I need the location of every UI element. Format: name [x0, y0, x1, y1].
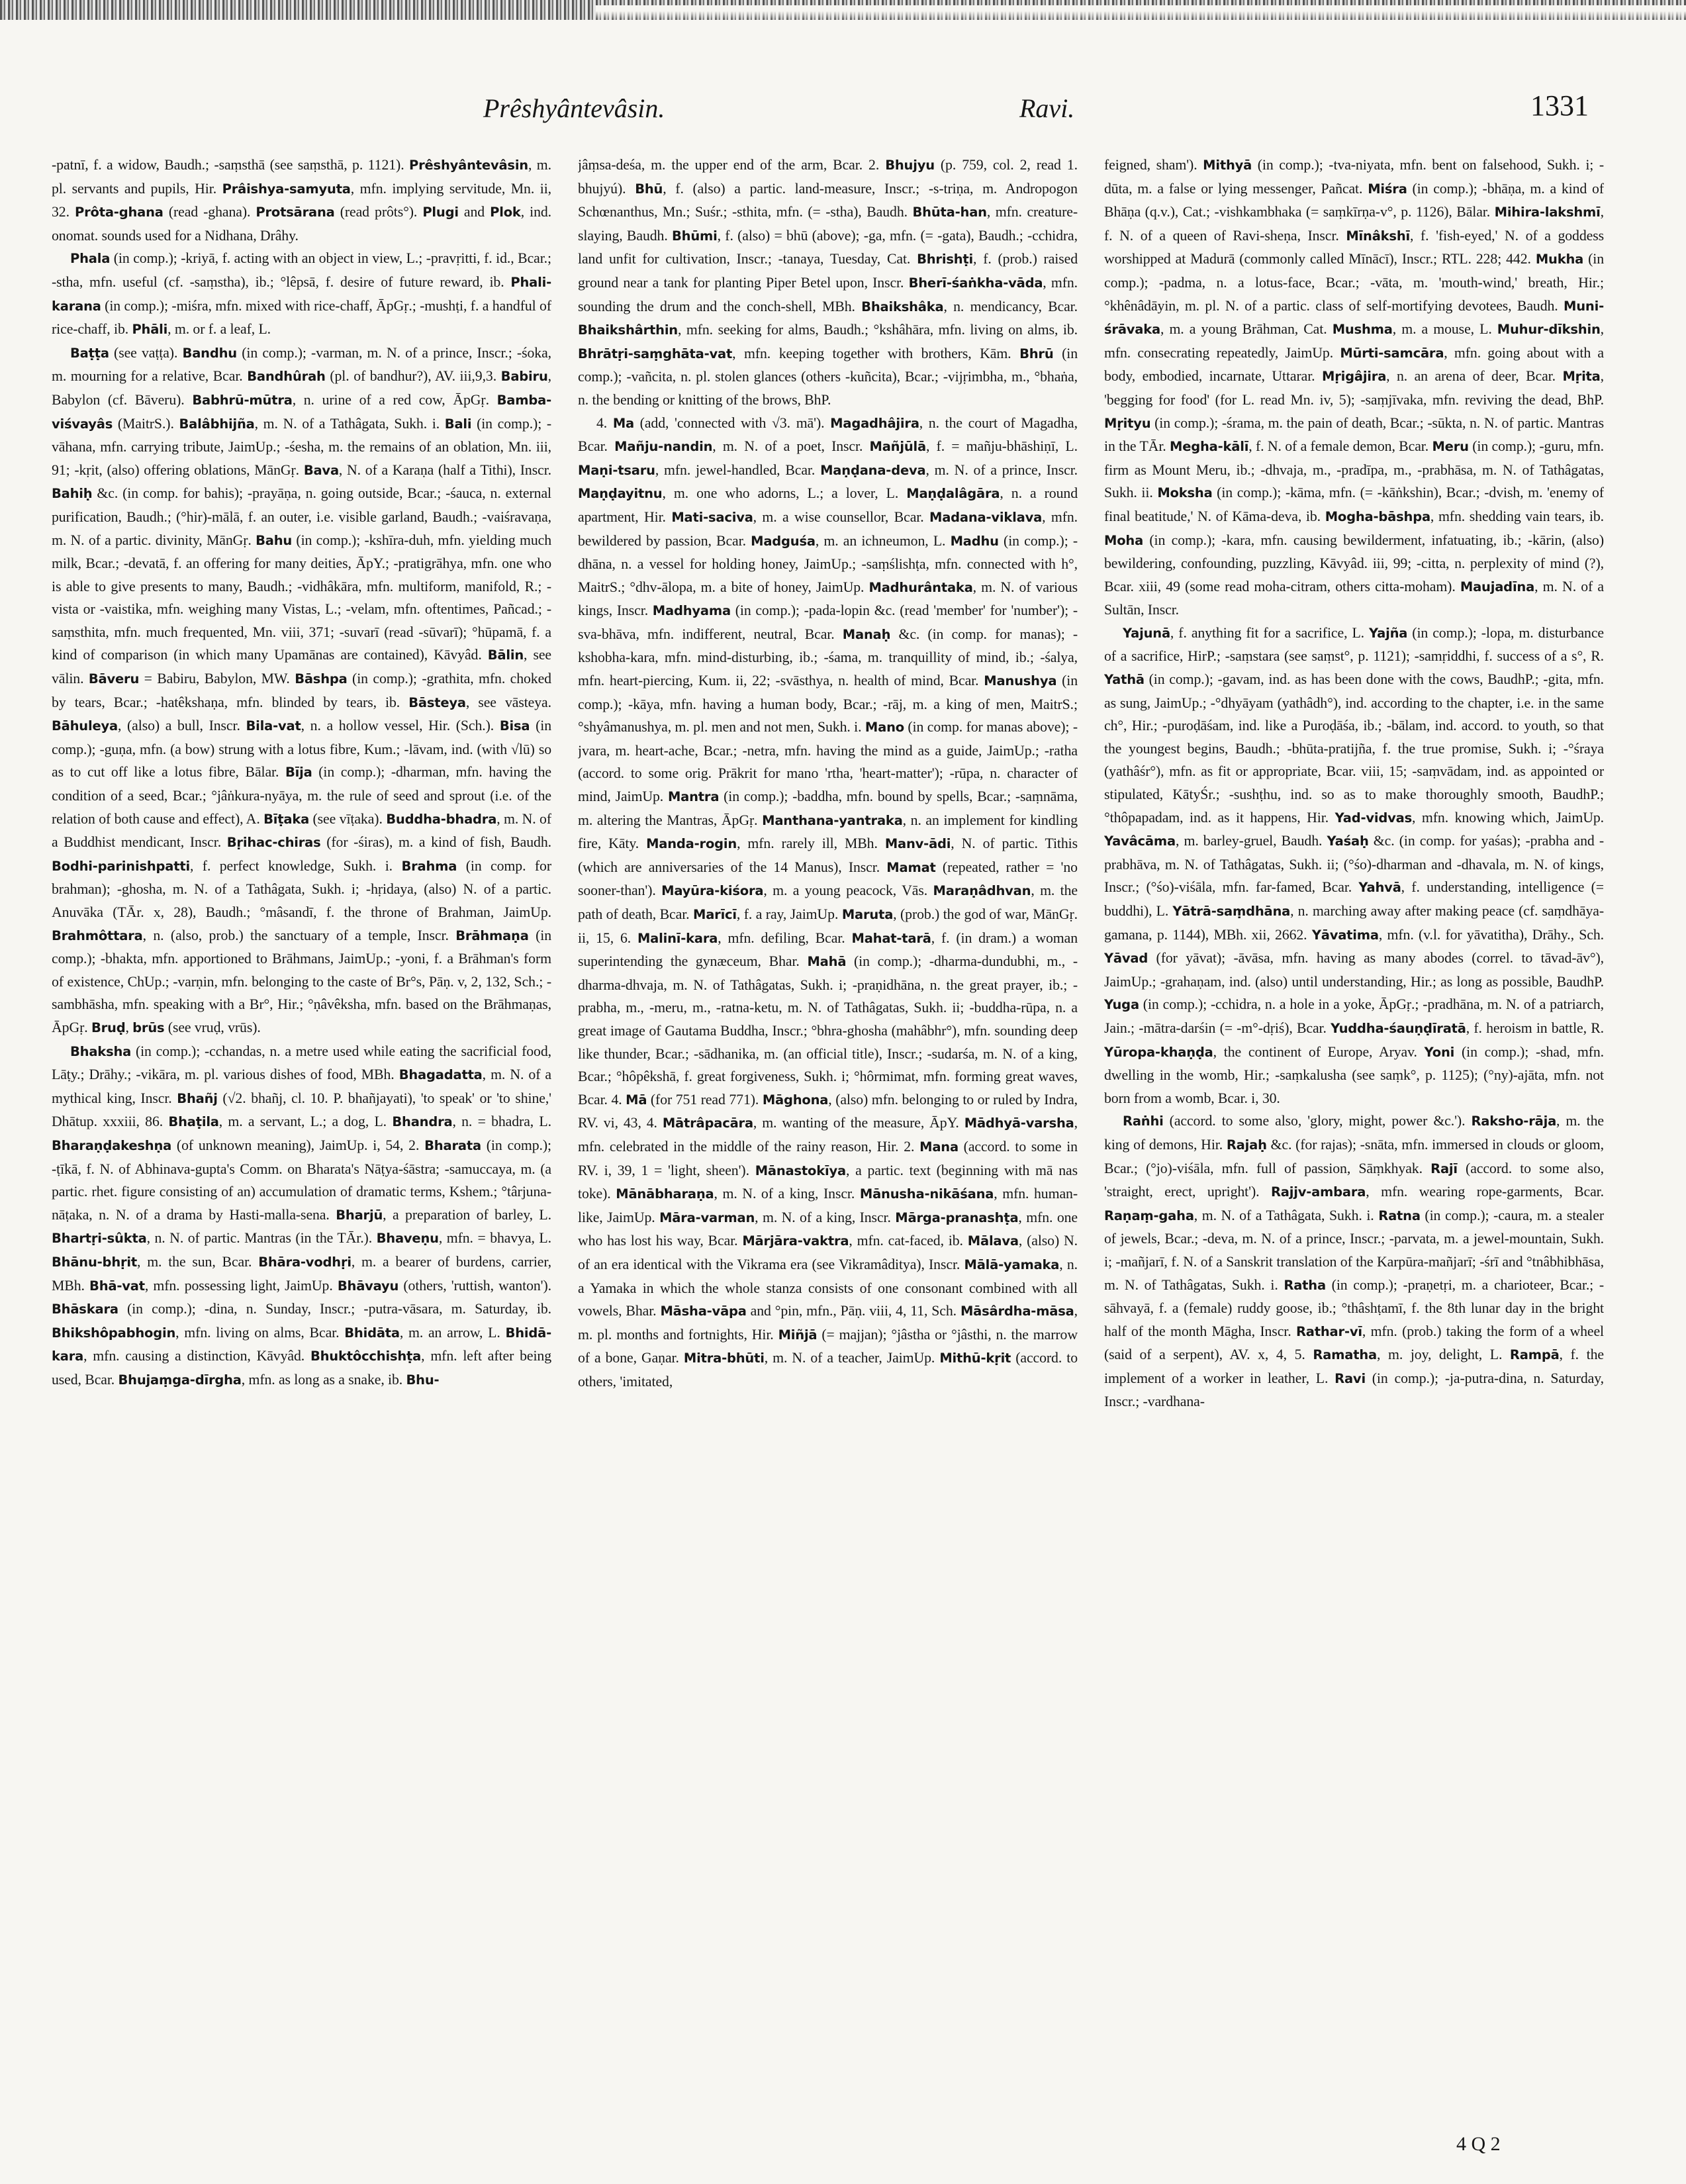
headword: Bhañj: [177, 1090, 218, 1106]
headword: Manaḥ: [842, 626, 891, 642]
headword: Bali: [444, 416, 472, 432]
headword: Yuddha-śauṇḍīratā: [1331, 1020, 1466, 1036]
headword: Prâishya-samyuta: [222, 181, 351, 197]
headword: Mā: [626, 1092, 647, 1108]
headword: Brahmôttara: [52, 927, 143, 943]
headword: Bhūta-han: [912, 205, 987, 220]
headword: Bhartṛi-sûkta: [52, 1231, 147, 1247]
headword: Maujadīna: [1460, 579, 1535, 594]
headword: Bahiḥ: [52, 486, 93, 502]
headword: Bharaṇḍakeshṇa: [52, 1137, 172, 1153]
headword: Bhujyu: [885, 158, 935, 173]
headword: Bhidāta: [344, 1325, 400, 1341]
headword: Meru: [1432, 439, 1469, 455]
headword: Phali-karana: [52, 274, 551, 314]
headword: Bhaikshârthin: [578, 322, 678, 338]
headword: brūs: [132, 1020, 165, 1035]
headword: Māra-varman: [659, 1210, 755, 1225]
headword: Madhyama: [652, 603, 731, 619]
headword: Baṭṭa: [70, 345, 109, 361]
headword: Raṅhi: [1123, 1114, 1164, 1129]
headword: Rajjv-ambara: [1270, 1184, 1366, 1200]
headword: Mihira-lakshmī: [1494, 205, 1601, 220]
headword: Mūrti-samcāra: [1340, 345, 1444, 361]
headword: Yāvatima: [1311, 927, 1379, 943]
headword: Mṛigâjira: [1322, 369, 1387, 385]
headword: Rajaḥ: [1226, 1137, 1267, 1153]
headword: Mithū-kṛit: [939, 1351, 1011, 1366]
headword: Plugi: [422, 205, 459, 220]
dictionary-paragraph: Bhaksha (in comp.); -cchandas, n. a metre used while eating the sacrificial food, Lāṭy.; Drāhy.; -vikāra, m. pl. various dishes of food, MBh. Bhagadatta, m. N. of a mythical king, Inscr. Bhañj (√2. bhañj, cl. 10. P. bhañjayati), 'to speak' or 'to shine,' Dhātup. xxxiii, 86. Bhaṭila, m. a servant, L.; a dog, L. Bhandra, n. = bhadra, L. Bharaṇḍakeshṇa (of unknown meaning), JaimUp. i, 54, 2. Bharata (in comp.); -ṭīkā, f. N. of Abhinava-gupta's Comm. on Bharata's Nāṭya-śāstra; -samuccaya, m. (a partic. rhet. figure consisting of an) accumulation of dramatic terms, Kshem.; °târjuna-nāṭaka, n. N. of a drama by Hasti-malla-sena. Bharjū, a preparation of barley, L. Bhartṛi-sûkta, n. N. of partic. Mantras (in the TĀr.). Bhaveṇu, mfn. = bhavya, L. Bhānu-bhṛit, m. the sun, Bcar. Bhāra-vodhṛi, m. a bearer of burdens, carrier, MBh. Bhā-vat, mfn. possessing light, JaimUp. Bhāvayu (others, 'ruttish, wanton'). Bhāskara (in comp.); -dina, n. Sunday, Inscr.; -putra-vāsara, m. Saturday, ib. Bhikshôpabhogin, mfn. living on alms, Bcar. Bhidāta, m. an arrow, L. Bhidā-kara, mfn. causing a distinction, Kāvyâd. Bhuktôcchishṭa, mfn. left after being used, Bcar. Bhujaṃga-dīrgha, mfn. as long as a snake, ib. Bhu-: [52, 1043, 551, 1388]
scan-edge-decoration: [0, 0, 1686, 20]
headword: Miñjā: [778, 1327, 818, 1343]
headword: Bhānu-bhṛit: [52, 1254, 138, 1270]
headword: Bhaikshâka: [861, 299, 944, 314]
headword: Moksha: [1157, 485, 1213, 501]
headword: Yad-vidvas: [1335, 810, 1412, 826]
headword: Bhaveṇu: [376, 1231, 439, 1247]
page-number: 1331: [1530, 89, 1589, 122]
dictionary-paragraph: Phala (in comp.); -kriyā, f. acting with an object in view, L.; -pravṛitti, f. id., Bcar.; -stha, mfn. useful (cf. -saṃstha), ib.; °lêpsā, f. desire of future reward, ib. Phali-karana (in comp.); -miśra, mfn. mixed with rice-chaff, ĀpGṛ.; -mushṭi, f. a handful of rice-chaff, ib. Phāli, m. or f. a leaf, L.: [52, 250, 551, 338]
headword: Bhujaṃga-dīrgha: [118, 1372, 242, 1388]
dictionary-paragraph: feigned, sham'). Mithyā (in comp.); -tva-niyata, mfn. bent on falsehood, Sukh. i; -dūta, m. a false or lying messenger, Pañcat. Miśra (in comp.); -bhāṇa, m. a kind of Bhāṇa (q.v.), Cat.; -vishkambhaka (= saṃkīrṇa-v°, p. 1126), Bālar. Mihira-lakshmī, f. N. of a queen of Ravi-sheṇa, Inscr. Mīnâkshī, f. 'fish-eyed,' N. of a goddess worshipped at Madurā (commonly called Mīnācī), Inscr.; RTL. 228; 442. Mukha (in comp.); -padma, n. a lotus-face, Bcar.; -vāta, m. 'mouth-wind,' breath, Hir.; °khênâdāyin, m. pl. N. of a partic. class of self-mortifying devotees, Baudh. Muni-śrāvaka, m. a young Brāhman, Cat. Mushma, m. a mouse, L. Muhur-dīkshin, mfn. consecrating repeatedly, JaimUp. Mūrti-samcāra, mfn. going about with a body, embodied, incarnate, Uttarar. Mṛigâjira, n. an arena of deer, Bcar. Mṛita, 'begging for food' (for L. read Mn. iv, 5); -saṃjīvaka, mfn. reviving the dead, BhP. Mṛityu (in comp.); -śrama, m. the pain of death, Bcar.; -sūkta, n. N. of partic. Mantras in the TĀr. Megha-kālī, f. N. of a female demon, Bcar. Meru (in comp.); -guru, mfn. firm as Mount Meru, ib.; -dhvaja, m., -pradīpa, m., -prabhāsa, m. N. of Tathâgatas, Sukh. ii. Moksha (in comp.); -kāma, mfn. (= -kāṅkshin), Bcar.; -dvish, m. 'enemy of final beatitude,' N. of Kāma-deva, ib. Mogha-bāshpa, mfn. shedding vain tears, ib. Moha (in comp.); -kara, mfn. causing bewilderment, infatuating, ib.; -kārin, (also) bewildering, confounding, puzzling, Kāvyâd. iii, 99; -citta, n. perplexity of mind (?), Bcar. xiii, 49 (some read moha-citram, others citta-moham). Maujadīna, m. N. of a Sultān, Inscr.: [1104, 157, 1604, 618]
headword: Muhur-dīkshin: [1497, 322, 1601, 338]
headword: Bhū: [635, 181, 663, 197]
headword: Bṛihac-chiras: [226, 835, 321, 851]
headword: Magadhâjira: [830, 415, 919, 431]
headword: Mukha: [1535, 252, 1584, 267]
headword: Mano: [865, 720, 904, 736]
headword: Yajunā: [1123, 625, 1170, 641]
headword: Mānastokīya: [755, 1163, 846, 1178]
headword: Madguśa: [751, 533, 816, 549]
dictionary-paragraph: jâṃsa-deśa, m. the upper end of the arm, Bcar. 2. Bhujyu (p. 759, col. 2, read 1. bhujyú). Bhū, f. (also) a partic. land-measure, Inscr.; -s-triṇa, m. Andropogon Schœnanthus, Mn.; Suśr.; -sthita, mfn. (= -stha), Baudh. Bhūta-han, mfn. creature-slaying, Baudh. Bhūmi, f. (also) = bhū (above); -ga, mfn. (= -gata), Baudh.; -cchidra, land unfit for cultivation, Inscr.; -tanaya, Tuesday, Cat. Bhrishṭi, f. (prob.) raised ground near a tank for planting Piper Betel upon, Inscr. Bherī-śaṅkha-vāda, mfn. sounding the drum and the conch-shell, MBh. Bhaikshâka, n. mendicancy, Bcar. Bhaikshârthin, mfn. seeking for alms, Baudh.; °kshâhāra, mfn. living on alms, ib. Bhrātṛi-saṃghāta-vat, mfn. keeping together with brothers, Kām. Bhrū (in comp.); -vañcita, n. pl. stolen glances (others -kuñcita), Bcar.; -vijṛimbha, m., °bhaṅa, n. the bending or knitting of the brows, BhP.: [578, 157, 1078, 408]
headword: Ratna: [1378, 1208, 1421, 1223]
headword: Brahma: [401, 858, 457, 874]
headword: Mushma: [1332, 322, 1393, 338]
headword: Prêshyântevâsin: [409, 158, 528, 173]
headword: Mana: [919, 1139, 959, 1155]
headword: Bāveru: [88, 671, 140, 687]
headword: Maṇḍana-deva: [820, 462, 926, 478]
headword: Māsha-vāpa: [660, 1304, 747, 1319]
headword: Mayūra-kiśora: [661, 883, 764, 899]
headword: Mṛityu: [1104, 415, 1151, 431]
headword: Bharjū: [336, 1207, 383, 1223]
headword: Mitra-bhūti: [683, 1351, 765, 1366]
headword: Madhurântaka: [868, 579, 973, 595]
headword: Mādhyā-varsha: [964, 1116, 1074, 1131]
headword: Rajī: [1430, 1161, 1458, 1176]
headword: Mati-saciva: [671, 509, 753, 525]
headword: Bhu-: [406, 1372, 440, 1388]
headword: Maṇi-tsaru: [578, 462, 655, 478]
headword: Bhā-vat: [89, 1278, 145, 1294]
headword: Ravi: [1335, 1370, 1366, 1386]
column-1: [52, 154, 551, 2133]
headword: Buddha-bhadra: [386, 811, 497, 827]
headword: Mārga-pranashṭa: [895, 1210, 1019, 1225]
headword: Bāsteya: [408, 694, 466, 710]
headword: Yūropa-khaṇḍa: [1104, 1044, 1213, 1060]
headword: Manushya: [984, 673, 1057, 689]
headword: Bharata: [424, 1137, 481, 1153]
headword: Mithyā: [1203, 158, 1252, 173]
headword: Bhūmi: [672, 228, 718, 244]
headword: Mīnâkshī: [1346, 228, 1410, 244]
headword: Yāvad: [1104, 951, 1148, 967]
dictionary-paragraph: -patnī, f. a widow, Baudh.; -saṃsthā (see saṃsthā, p. 1121). Prêshyântevâsin, m. pl. servants and pupils, Hir. Prâishya-samyuta, mfn. implying servitude, Mn. ii, 32. Prôta-ghana (read -ghana). Protsārana (read prôts°). Plugi and Plok, ind. onomat. sounds used for a Nidhana, Drâhy.: [52, 157, 551, 244]
dictionary-paragraph: 4. Ma (add, 'connected with √3. mā'). Magadhâjira, n. the court of Magadha, Bcar. Mañju-nandin, m. N. of a poet, Inscr. Mañjūlā, f. = mañju-bhāshiṇī, L. Maṇi-tsaru, mfn. jewel-handled, Bcar. Maṇḍana-deva, m. N. of a prince, Inscr. Maṇḍayitnu, m. one who adorns, L.; a lover, L. Maṇḍalâgāra, n. a round apartment, Hir. Mati-saciva, m. a wise counsellor, Bcar. Madana-viklava, mfn. bewildered by passion, Bcar. Madguśa, m. an ichneumon, L. Madhu (in comp.); -dhāna, n. a vessel for holding honey, JaimUp.; -saṃślishṭa, mfn. connected with h°, MaitrS.; °dhv-ālopa, m. a bite of honey, JaimUp. Madhurântaka, m. N. of various kings, Inscr. Madhyama (in comp.); -pada-lopin &c. (read 'member' for 'number'); -sva-bhāva, mfn. indifferent, neutral, Bcar. Manaḥ &c. (in comp. for manas); -kshobha-kara, mfn. mind-disturbing, ib.; -śama, m. tranquillity of mind, ib.; -śalya, mfn. heart-piercing, Kum. ii, 22; -svāsthya, n. health of mind, Bcar. Manushya (in comp.); -kāya, mfn. having a human body, Bcar.; -rāj, m. a king of men, MaitrS.; °shyâmanushya, m. pl. men and not men, Sukh. i. Mano (in comp. for manas above); -jvara, m. heart-ache, Bcar.; -netra, mfn. having the mind as a guide, JaimUp.; -ratha (accord. to some orig. Prākrit for mano 'rtha, 'heart-matter'); -rūpa, n. character of mind, JaimUp. Mantra (in comp.); -baddha, mfn. bound by spells, Bcar.; -saṃnāma, m. altering the Mantras, ĀpGṛ. Manthana-yantraka, n. an implement for kindling fire, Kāty. Manda-rogin, mfn. rarely ill, MBh. Manv-ādi, N. of partic. Tithis (which are anniversaries of the 14 Manus), Inscr. Mamat (repeated, rather = 'no sooner-than'). Mayūra-kiśora, m. a young peacock, Vās. Maraṇâdhvan, m. the path of death, Bcar. Marīcī, f. a ray, JaimUp. Maruta, (prob.) the god of war, MānGṛ. ii, 15, 6. Malinī-kara, mfn. defiling, Bcar. Mahat-tarā, f. (in dram.) a woman superintending the gynæceum, Bhar. Mahā (in comp.); -dharma-dundubhi, m., -dharma-dhvaja, m. N. of Tathâgatas, Sukh. i; -praṇidhāna, n. the great prayer, ib.; -prabha, m., -meru, m., -ratna-ketu, m. N. of Tathâgatas, Sukh. ii; -buddha-rūpa, n. a great image of Gautama Buddha, Inscr.; °bhra-ghosha (mahâbhr°), mfn. sounding deep like thunder, Bcar.; -sādhanika, m. (an official title), Inscr.; -sudarśa, m. N. of a king, Bcar.; °hôpêkshā, f. great forgiveness, Sukh. i; °hôrmimat, mfn. forming great waves, Bcar. 4. Mā (for 751 read 771). Māghona, (also) mfn. belonging to or ruled by Indra, RV. vi, 43, 4. Mātrâpacāra, m. wanting of the measure, ĀpY. Mādhyā-varsha, mfn. celebrated in the middle of the rainy reason, Hir. 2. Mana (accord. to some in RV. i, 39, 1 = 'light, sheen'). Mānastokīya, a partic. text (beginning with mā nas toke). Mānābharaṇa, m. N. of a king, Inscr. Mānusha-nikāśana, mfn. human-like, JaimUp. Māra-varman, m. N. of a king, Inscr. Mārga-pranashṭa, mfn. one who has lost his way, Bcar. Mārjāra-vaktra, mfn. cat-faced, ib. Mālava, (also) N. of an era identical with the Vikrama era (see Vikramâditya), Inscr. Mālā-yamaka, n. a Yamaka in which the whole stanza consists of one consonant combined with all vowels, Bhar. Māsha-vāpa and °pin, mfn., Pāṇ. viii, 4, 11, Sch. Māsârdha-māsa, m. pl. months and fortnights, Hir. Miñjā (= majjan); °jâstha or °jâsthi, n. the marrow of a bone, Gaṇar. Mitra-bhūti, m. N. of a teacher, JaimUp. Mithū-kṛit (accord. to others, 'imitated,: [578, 414, 1078, 1390]
headword: Maruta: [841, 907, 894, 922]
headword: Prôta-ghana: [75, 205, 164, 220]
column-3: [1104, 154, 1604, 2133]
headword: Rampā: [1509, 1347, 1560, 1363]
headword: Miśra: [1368, 181, 1407, 197]
signature-mark: 4 Q 2: [1456, 2133, 1501, 2155]
headword: Mātrâpacāra: [662, 1116, 753, 1131]
headword: Bālin: [487, 647, 524, 663]
headword: Bāshpa: [295, 671, 348, 687]
headword: Bhaksha: [70, 1043, 132, 1059]
headword: Marīcī: [692, 907, 737, 922]
headword: Phala: [70, 251, 111, 267]
headword: Plok: [490, 205, 521, 220]
headword: Rathar-vī: [1295, 1323, 1362, 1339]
headword: Maraṇâdhvan: [933, 883, 1031, 899]
headword: Yātrā-saṃdhāna: [1172, 904, 1291, 919]
page-header: [53, 89, 1589, 132]
headword: Raksho-rāja: [1471, 1114, 1557, 1129]
headword: Mañjūlā: [869, 439, 926, 455]
column-2: [578, 154, 1078, 2133]
headword: Bhuktôcchishṭa: [310, 1349, 422, 1364]
headword: Moha: [1104, 532, 1144, 548]
headword: Maṇḍalâgāra: [906, 486, 1000, 502]
headword: Yoni: [1424, 1044, 1455, 1060]
headword: Bīja: [285, 765, 312, 781]
headword: Babhrū-mūtra: [192, 392, 293, 408]
headword: Bhrishṭi: [917, 252, 974, 267]
headword: Megha-kālī: [1170, 439, 1249, 455]
headword: Bila-vat: [246, 718, 301, 734]
headword: Maṇḍayitnu: [578, 486, 663, 502]
headword: Mogha-bāshpa: [1325, 508, 1430, 524]
headword: Manda-rogin: [646, 836, 737, 852]
headword: Mārjāra-vaktra: [742, 1233, 849, 1249]
headword: Mṛita: [1562, 369, 1601, 385]
headword: Malinī-kara: [637, 930, 718, 946]
headword: Balâbhijña: [179, 416, 255, 432]
headword: Mañju-nandin: [614, 439, 713, 455]
headword: Manv-ādi: [884, 836, 951, 852]
headword: Yavâcāma: [1104, 833, 1176, 849]
headword: Yuga: [1104, 997, 1139, 1013]
headword: Bamba-viśvayâs: [52, 392, 551, 432]
headword: Bāhuleya: [52, 718, 118, 734]
headword: Bhaṭila: [168, 1114, 219, 1130]
headword: Mānābharaṇa: [616, 1186, 714, 1202]
headword: Yajña: [1369, 625, 1408, 641]
headword: Bīṭaka: [263, 811, 310, 827]
headword: Brāhmaṇa: [455, 927, 529, 943]
headword: Bhidā-kara: [52, 1325, 551, 1364]
headword: Ma: [612, 415, 634, 431]
headword: Yahvā: [1358, 880, 1401, 896]
header-left-guideword: Prêshyântevâsin.: [483, 93, 665, 123]
headword: Bruḍ: [91, 1020, 126, 1035]
headword: Mahā: [807, 954, 847, 970]
headword: Bhāra-vodhṛi: [258, 1254, 351, 1270]
headword: Bhandra: [392, 1114, 453, 1130]
headword: Raṇaṃ-gaha: [1104, 1208, 1194, 1223]
headword: Bherī-śaṅkha-vāda: [908, 275, 1043, 291]
headword: Bisa: [499, 718, 530, 734]
headword: Bava: [303, 462, 339, 478]
header-right-guideword: Ravi.: [1019, 93, 1075, 123]
headword: Yathā: [1104, 672, 1145, 688]
headword: Phāli: [132, 322, 168, 338]
headword: Bodhi-parinishpatti: [52, 858, 190, 874]
headword: Bhāvayu: [337, 1278, 399, 1294]
headword: Babiru: [500, 369, 548, 385]
headword: Madhu: [950, 533, 999, 549]
headword: Bandhûrah: [247, 369, 326, 385]
headword: Mantra: [667, 789, 720, 805]
headword: Bhāskara: [52, 1302, 118, 1317]
headword: Mamat: [886, 859, 936, 875]
dictionary-paragraph: Raṅhi (accord. to some also, 'glory, might, power &c.'). Raksho-rāja, m. the king of demons, Hir. Rajaḥ &c. (for rajas); -snāta, mfn. immersed in clouds or gloom, Bcar.; (°jo)-viśāla, mfn. full of passion, Sāṃkhyak. Rajī (accord. to some also, 'straight, erect, upright'). Rajjv-ambara, mfn. wearing rope-garments, Bcar. Raṇaṃ-gaha, m. N. of a Tathâgata, Sukh. i. Ratna (in comp.); -caura, m. a stealer of jewels, Bcar.; -deva, m. N. of a prince, Inscr.; -parvata, m. a jewel-mountain, Sukh. i; -mañjarī, f. N. of a Sanskrit translation of the Karpūra-mañjarī; -śrī and °tnâbhibhāsa, m. N. of Tathâgatas, Sukh. i. Ratha (in comp.); -praṇetṛi, m. a charioteer, Bcar.; -sāhvayā, f. a (female) ruddy goose, ib.; °thâshṭamī, f. the 8th lunar day in the bright half of the month Māgha, Inscr. Rathar-vī, mfn. (prob.) taking the form of a wheel (said of a serpent), AV. x, 4, 5. Ramatha, m. joy, delight, L. Rampā, f. the implement of a worker in leather, L. Ravi (in comp.); -ja-putra-dina, n. Saturday, Inscr.; -vardhana-: [1104, 1113, 1604, 1410]
headword: Bandhu: [182, 345, 237, 361]
dictionary-paragraph: Baṭṭa (see vaṭṭa). Bandhu (in comp.); -varman, m. N. of a prince, Inscr.; -śoka, m. mourning for a relative, Bcar. Bandhûrah (pl. of bandhur?), AV. iii,9,3. Babiru, Babylon (cf. Bāveru). Babhrū-mūtra, n. urine of a red cow, ĀpGṛ. Bamba-viśvayâs (MaitrS.). Balâbhijña, m. N. of a Tathâgata, Sukh. i. Bali (in comp.); -vāhana, mfn. carrying tribute, JaimUp.; -śesha, m. the remains of an oblation, Mn. iii, 91; -kṛit, (also) offering oblations, MānGṛ. Bava, N. of a Karaṇa (half a Tithi), Inscr. Bahiḥ &c. (in comp. for bahis); -prayāṇa, n. going outside, Bcar.; -śauca, n. external purification, Baudh.; (°hir)-mālā, f. an outer, i.e. visible garland, Baudh.; -vaiśravaṇa, m. N. of a partic. divinity, MānGṛ. Bahu (in comp.); -kshīra-duh, mfn. yielding much milk, Bcar.; -devatā, f. an offering for many deities, ĀpY.; -pratigrāhya, mfn. one who is able to give presents to many, Baudh.; -vidhâkāra, mfn. multiform, manifold, R.; -vista or -vaistika, mfn. weighing many Vistas, L.; -velam, mfn. oftentimes, Pañcad.; -saṃsthita, mfn. much frequented, Mn. viii, 371; -suvarī (read -sūvarī); °hūpamā, f. a kind of comparison (in which many Upamānas are contained), Kāvyâd. Bālin, see vālin. Bāveru = Babiru, Babylon, MW. Bāshpa (in comp.); -grathita, mfn. choked by tears, Bcar.; -hatêkshaṇa, mfn. blinded by tears, ib. Bāsteya, see vāsteya. Bāhuleya, (also) a bull, Inscr. Bila-vat, n. a hollow vessel, Hir. (Sch.). Bisa (in comp.); -guṇa, mfn. (a bow) strung with a lotus fibre, Kum.; -lāvam, ind. (with √lū) so as to cut off like a lotus fibre, Bālar. Bīja (in comp.); -dharman, mfn. having the condition of a seed, Bcar.; °jâṅkura-nyāya, m. the rule of seed and sprout (i.e. of the relation of both cause and effect), A. Bīṭaka (see vīṭaka). Buddha-bhadra, m. N. of a Buddhist mendicant, Inscr. Bṛihac-chiras (for -śiras), m. a kind of fish, Baudh. Bodhi-parinishpatti, f. perfect knowledge, Sukh. i. Brahma (in comp. for brahman); -ghosha, m. N. of a Tathâgata, Sukh. i; -hṛidaya, (also) N. of a partic. Anuvāka (TĀr. x, 28), Baudh.; °mâsandī, f. the throne of Brahman, JaimUp. Brahmôttara, n. (also, prob.) the sanctuary of a temple, Inscr. Brāhmaṇa (in comp.); -bhakta, mfn. apportioned to Brāhmans, JaimUp.; -yoni, f. a Brāhman's form of existence, ChUp.; -varṇin, mfn. belonging to the caste of Br°s, Pāṇ. v, 2, 132, Sch.; -sambhāsha, mfn. speaking with a Br°, Hir.; °ṇâvêksha, mfn. based on the Brāhmaṇas, ĀpGṛ. Bruḍ, brūs (see vruḍ, vrūs).: [52, 344, 551, 1035]
headword: Bhrātṛi-saṃghāta-vat: [578, 346, 733, 361]
headword: Mālā-yamaka: [964, 1257, 1060, 1272]
headword: Māghona: [762, 1092, 829, 1108]
headword: Mahat-tarā: [851, 930, 931, 946]
headword: Ramatha: [1313, 1347, 1378, 1363]
headword: Māsârdha-māsa: [960, 1304, 1074, 1319]
headword: Bahu: [256, 532, 293, 548]
headword: Madana-viklava: [929, 509, 1043, 525]
headword: Protsārana: [256, 205, 335, 220]
headword: Bhrū: [1019, 346, 1054, 361]
headword: Bhagadatta: [398, 1067, 483, 1083]
headword: Manthana-yantraka: [762, 812, 903, 828]
headword: Yaśaḥ: [1327, 833, 1369, 849]
headword: Bhikshôpabhogin: [52, 1325, 176, 1341]
headword: Mānusha-nikāśana: [859, 1186, 994, 1202]
headword: Ratha: [1284, 1277, 1326, 1293]
headword: Mālava: [967, 1233, 1019, 1249]
dictionary-body: [52, 154, 1634, 2133]
headword: Muni-śrāvaka: [1104, 298, 1604, 338]
dictionary-paragraph: Yajunā, f. anything fit for a sacrifice, L. Yajña (in comp.); -lopa, m. disturbance of a sacrifice, HirP.; -saṃstara (see saṃst°, p. 1121); -samṛiddhi, f. success of a s°, R. Yathā (in comp.); -gavam, ind. as has been done with the cows, BaudhP.; -gita, mfn. as sung, JaimUp.; -°dhyāyam (yathâdh°), ind. according to the chapter, i.e. in the same ch°, Hir.; -puroḍāśam, ind. like a Puroḍāśa, ib.; -bālam, ind. accord. to youth, so that the youngest begins, Baudh.; -bhūta-pratijña, f. the true promise, Sukh. i; -°śraya (yathâśr°), mfn. as fit or appropriate, Bcar. viii, 15; -saṃvādam, ind. as appointed or stipulated, KātyŚr.; -sushṭhu, ind. so as to make thoroughly smooth, BaudhP.; °thôpapadam, ind. as it happens, Hir. Yad-vidvas, mfn. knowing which, JaimUp. Yavâcāma, m. barley-gruel, Baudh. Yaśaḥ &c. (in comp. for yaśas); -prabha and -prabhāva, m. N. of Tathâgatas, Sukh. ii; (°śo)-dharman and -dhavala, m. N. of kings, Inscr.; (°śo)-viśāla, mfn. far-famed, Bcar. Yahvā, f. understanding, intelligence (= buddhi), L. Yātrā-saṃdhāna, n. marching away after making peace (cf. saṃdhāya-gamana, p. 1144), MBh. xii, 2662. Yāvatima, mfn. (v.l. for yāvatitha), Drāhy., Sch. Yāvad (for yāvat); -āvāsa, mfn. having as many abodes (correl. to tāvad-āv°), JaimUp.; -grahaṇam, ind. (also) until understanding, Hir.; as long as possible, BaudhP. Yuga (in comp.); -cchidra, n. a hole in a yoke, ĀpGṛ.; -pradhāna, m. N. of a patriarch, Jain.; -mātra-darśin (= -m°-dṛiś), Bcar. Yuddha-śauṇḍīratā, f. heroism in battle, R. Yūropa-khaṇḍa, the continent of Europe, Aryav. Yoni (in comp.); -shad, mfn. dwelling in the womb, Hir.; -saṃkalusha (see saṃk°, p. 1125); (°ny)-ajāta, mfn. not born from a womb, Bcar. i, 30.: [1104, 624, 1604, 1106]
